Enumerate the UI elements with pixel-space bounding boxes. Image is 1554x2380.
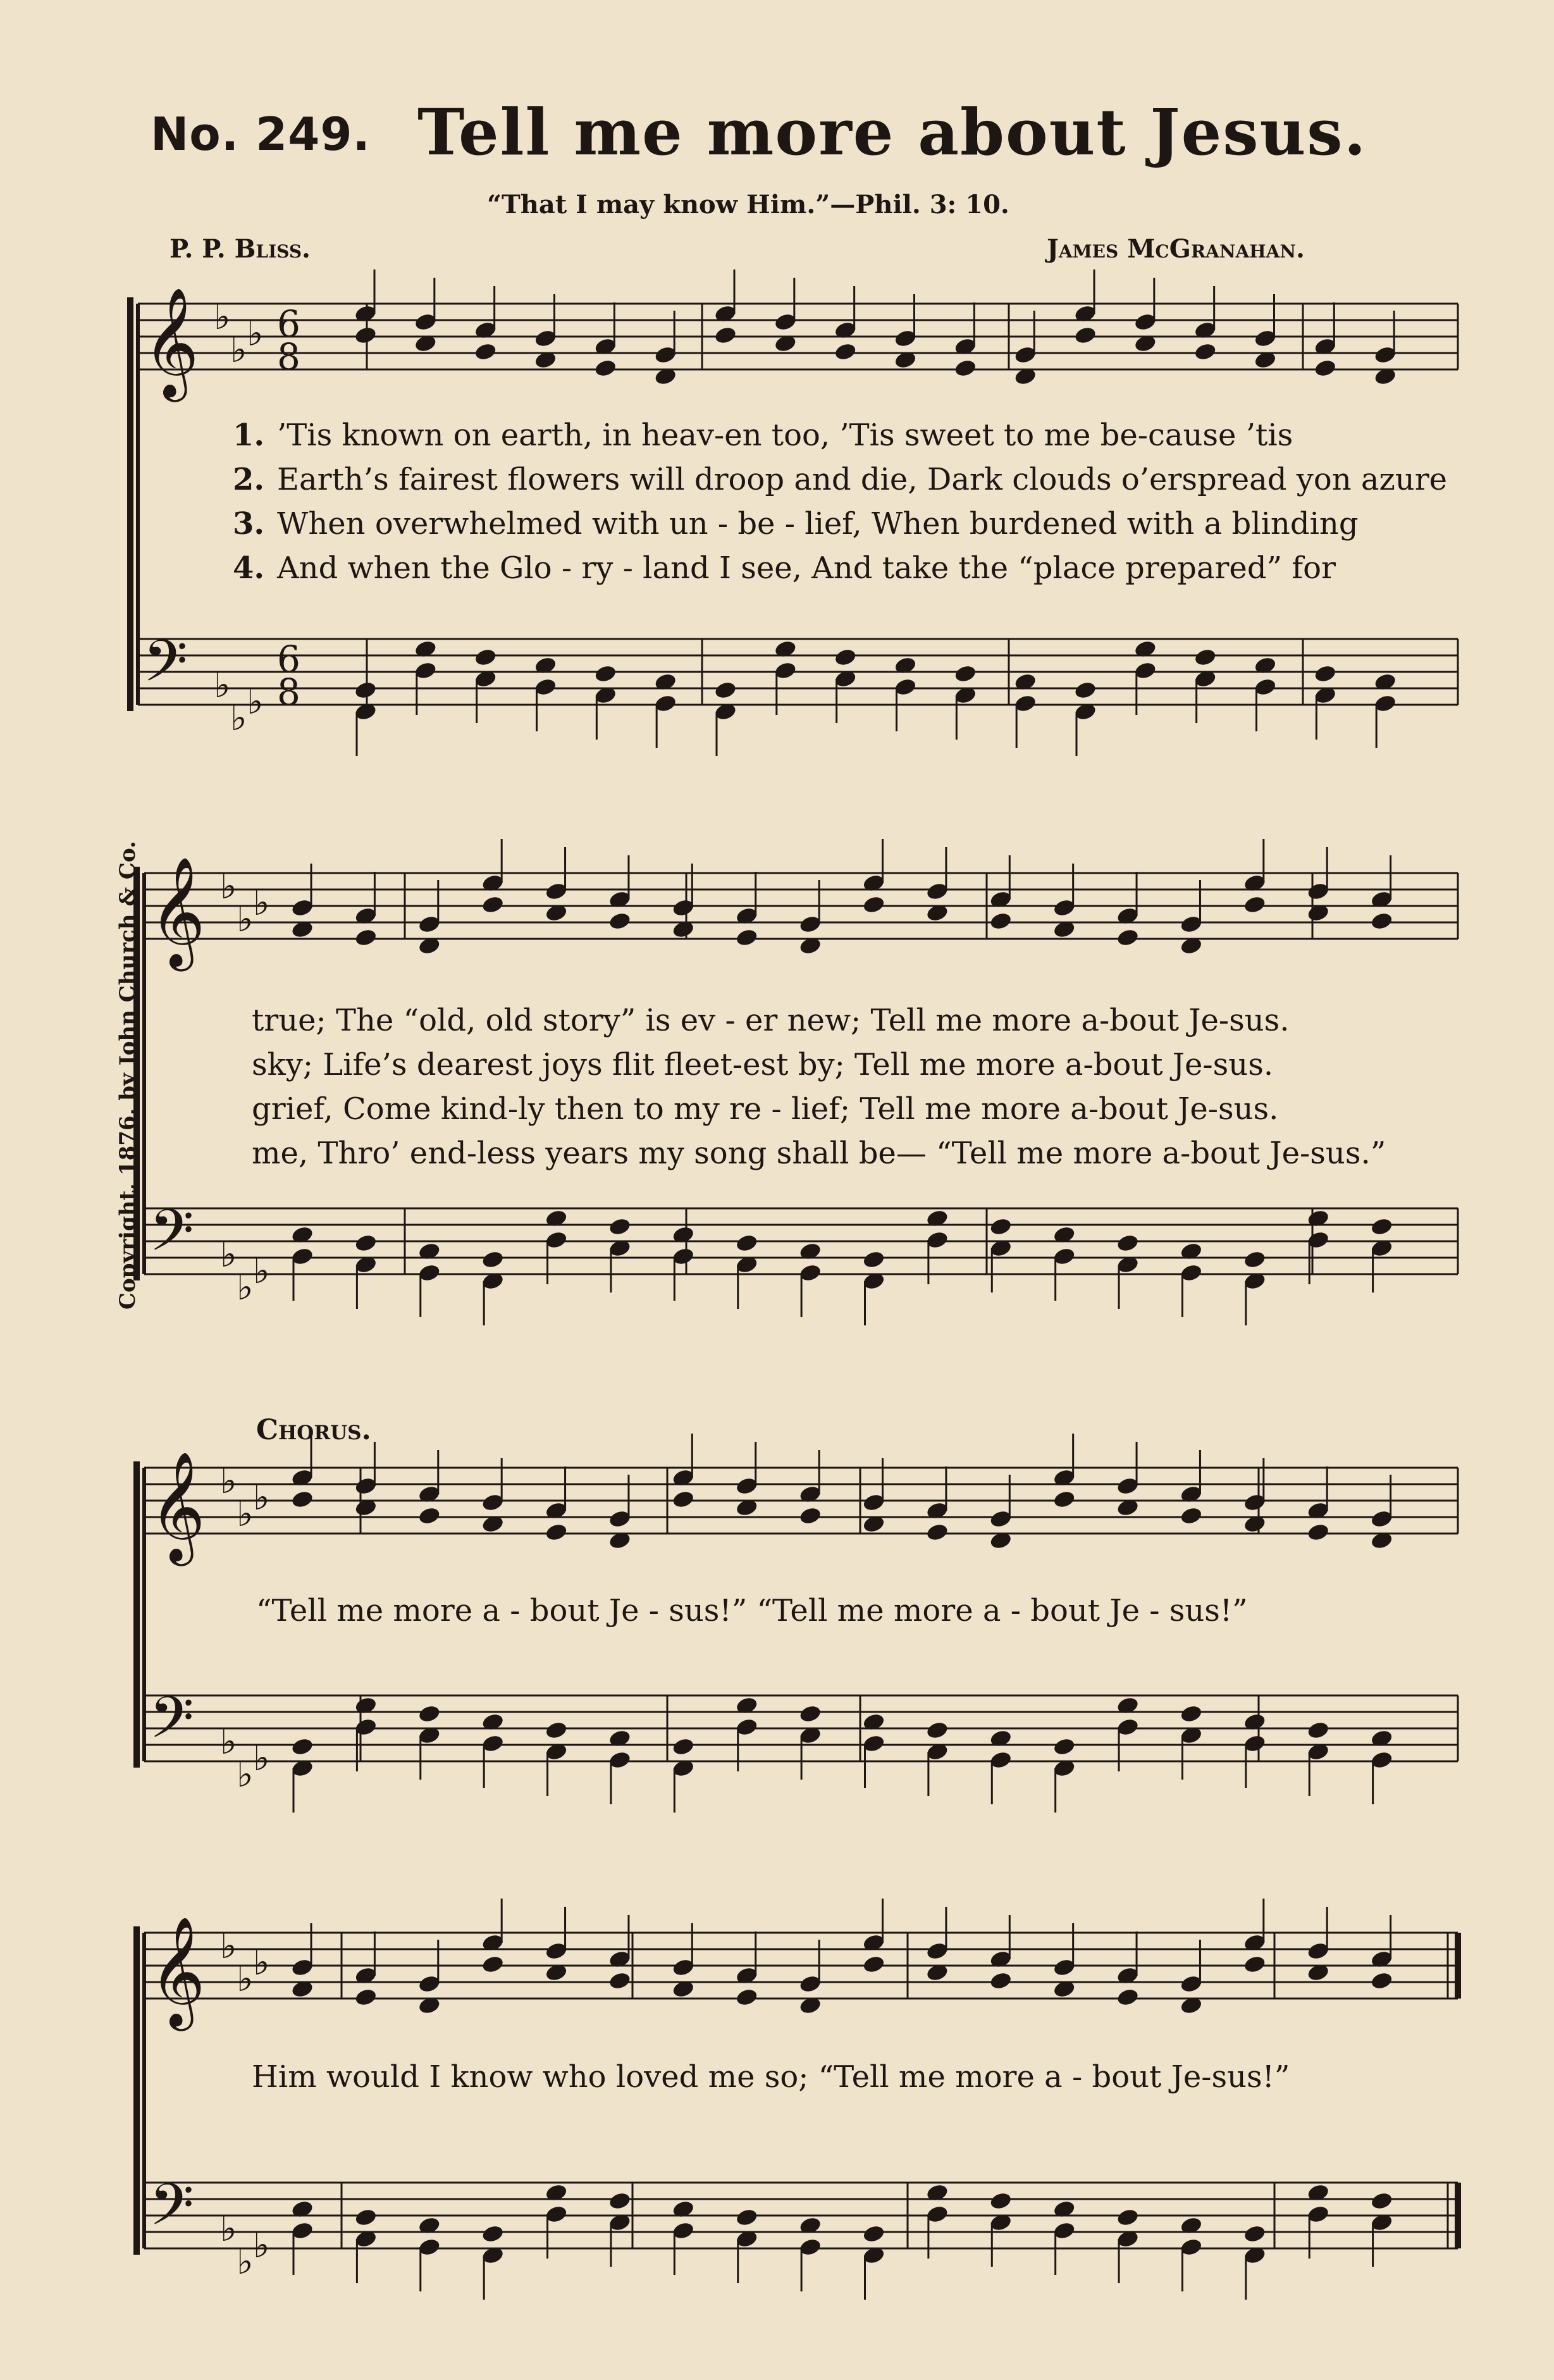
note-head	[608, 911, 632, 931]
note-head	[417, 1704, 441, 1724]
bass-clef-icon: 𝄢	[149, 1197, 194, 1278]
note-head	[481, 1249, 505, 1270]
note-head	[354, 325, 378, 345]
flat-icon: ♭	[230, 698, 247, 739]
note-head	[594, 664, 618, 684]
verse-2-line-2: sky; Life’s dearest joys flit fleet-est by; Tell me more a-bout Je-sus.	[252, 1047, 1274, 1082]
verse-1-line-1: 1. ’Tis known on earth, in heav-en too, ’Tis sweet to me be-cause ’tis	[233, 418, 1293, 453]
flat-icon: ♭	[220, 1234, 237, 1275]
flat-icon: ♭	[214, 665, 231, 706]
note-head	[798, 1506, 822, 1526]
flat-icon: ♭	[247, 681, 264, 722]
note-head	[354, 927, 378, 948]
hymn-number: No. 249.	[151, 108, 371, 161]
verse-2-line-1: 2. Earth’s fairest flowers will droop and die, Dark clouds o’erspread yon azure	[233, 462, 1448, 497]
note-head	[354, 1987, 378, 2007]
note-head	[1052, 1737, 1076, 1757]
note-head	[354, 2207, 378, 2228]
note-head	[1243, 1249, 1267, 1270]
flat-icon: ♭	[253, 1738, 270, 1779]
bass-clef-icon: 𝄢	[149, 1684, 194, 1765]
note-head	[481, 895, 505, 915]
flat-icon: ♭	[237, 1754, 254, 1795]
note-head	[735, 2207, 759, 2228]
composer-credit: P. P. Bliss.	[170, 234, 311, 264]
note-head	[1306, 1720, 1330, 1740]
hymn-title: Tell me more about Jesus.	[417, 95, 1367, 170]
flat-icon: ♭	[220, 866, 237, 907]
note-head	[1243, 895, 1267, 915]
flat-icon: ♭	[237, 1267, 254, 1308]
copyright-text: Copyright, 1876, by John Church & Co.	[115, 841, 140, 1310]
note-head	[608, 2191, 632, 2211]
flat-icon: ♭	[237, 1959, 254, 2000]
verse-4-line-1: 4. And when the Glo - ry - land I see, And take the “place prepared” for	[233, 550, 1336, 586]
note-head	[1370, 2191, 1394, 2211]
note-head	[481, 1954, 505, 1974]
bass-clef-icon: 𝄢	[143, 628, 188, 709]
chorus-line-2: Him would I know who loved me so; “Tell me more a - bout Je-sus!”	[252, 2059, 1290, 2095]
note-head	[1116, 1987, 1140, 2007]
note-head	[1314, 664, 1338, 684]
time-signature-top: 6	[277, 302, 300, 345]
flat-icon: ♭	[220, 2209, 237, 2250]
flat-icon: ♭	[220, 1461, 237, 1502]
note-head	[354, 680, 378, 700]
note-head	[672, 1489, 696, 1509]
note-head	[925, 1720, 949, 1740]
flat-icon: ♭	[253, 1251, 270, 1292]
note-head	[481, 2224, 505, 2244]
note-head	[713, 325, 737, 345]
note-head	[417, 1506, 441, 1526]
note-head	[608, 1217, 632, 1237]
treble-clef-icon: 𝄞	[143, 287, 199, 397]
note-head	[1370, 1217, 1394, 1237]
flat-icon: ♭	[230, 330, 247, 371]
note-head	[862, 2224, 886, 2244]
verse-3-line-1: 3. When overwhelmed with un - be - lief, When burdened with a blinding	[233, 506, 1359, 542]
time-signature-bottom: 8	[277, 335, 300, 378]
note-head	[735, 1233, 759, 1253]
chorus-line-1: “Tell me more a - bout Je - sus!” “Tell me more a - bout Je - sus!”	[256, 1593, 1248, 1628]
note-head	[1243, 2224, 1267, 2244]
note-head	[834, 647, 858, 667]
note-head	[862, 895, 886, 915]
scripture-reference: “That I may know Him.”—Phil. 3: 10.	[487, 190, 1009, 220]
note-head	[989, 2191, 1013, 2211]
note-head	[545, 1720, 569, 1740]
flat-icon: ♭	[253, 2225, 270, 2266]
note-head	[608, 1971, 632, 1991]
note-head	[1073, 680, 1097, 700]
note-head	[1306, 1522, 1330, 1542]
note-head	[925, 1522, 949, 1542]
note-head	[1116, 1233, 1140, 1253]
treble-clef-icon: 𝄞	[149, 1916, 206, 2026]
flat-icon: ♭	[237, 1494, 254, 1535]
verse-1-line-2: true; The “old, old story” is ev - er new; Tell me more a-bout Je-sus.	[252, 1003, 1290, 1038]
verse-3-line-2: grief, Come kind-ly then to my re - lief; Tell me more a-bout Je-sus.	[252, 1091, 1279, 1127]
note-head	[1180, 1506, 1204, 1526]
note-head	[1370, 1971, 1394, 1991]
note-head	[290, 1489, 314, 1509]
flat-icon: ♭	[237, 899, 254, 940]
note-head	[954, 664, 978, 684]
note-head	[862, 1954, 886, 1974]
note-head	[954, 358, 978, 378]
time-signature-top: 6	[277, 638, 300, 681]
flat-icon: ♭	[253, 1942, 270, 1983]
flat-icon: ♭	[247, 313, 264, 354]
flat-icon: ♭	[214, 297, 231, 338]
note-head	[834, 342, 858, 362]
note-head	[989, 1971, 1013, 1991]
flat-icon: ♭	[220, 1926, 237, 1967]
flat-icon: ♭	[220, 1721, 237, 1763]
note-head	[1193, 342, 1218, 362]
note-head	[545, 1522, 569, 1542]
note-head	[989, 1217, 1013, 1237]
time-signature-bottom: 8	[277, 671, 300, 714]
chorus-label: Chorus.	[256, 1414, 371, 1446]
flat-icon: ♭	[237, 2241, 254, 2283]
verse-4-line-2: me, Thro’ end-less years my song shall be— “Tell me more a-bout Je-sus.”	[252, 1136, 1386, 1171]
note-head	[862, 1249, 886, 1270]
note-head	[1052, 1489, 1076, 1509]
note-head	[594, 358, 618, 378]
note-head	[1073, 325, 1097, 345]
note-head	[1116, 2207, 1140, 2228]
author-credit: James McGranahan.	[1047, 234, 1305, 264]
note-head	[735, 1987, 759, 2007]
note-head	[989, 911, 1013, 931]
flat-icon: ♭	[253, 1477, 270, 1518]
note-head	[1370, 911, 1394, 931]
note-head	[735, 927, 759, 948]
note-head	[1243, 1954, 1267, 1974]
note-head	[290, 1737, 314, 1757]
treble-clef-icon: 𝄞	[149, 857, 206, 967]
note-head	[1193, 647, 1218, 667]
note-head	[1314, 358, 1338, 378]
note-head	[474, 647, 498, 667]
note-head	[1180, 1704, 1204, 1724]
note-head	[672, 1737, 696, 1757]
note-head	[354, 1233, 378, 1253]
note-head	[713, 680, 737, 700]
note-head	[1116, 927, 1140, 948]
note-head	[798, 1704, 822, 1724]
bass-clef-icon: 𝄢	[149, 2171, 194, 2252]
flat-icon: ♭	[253, 883, 270, 924]
note-head	[474, 342, 498, 362]
treble-clef-icon: 𝄞	[149, 1451, 206, 1561]
